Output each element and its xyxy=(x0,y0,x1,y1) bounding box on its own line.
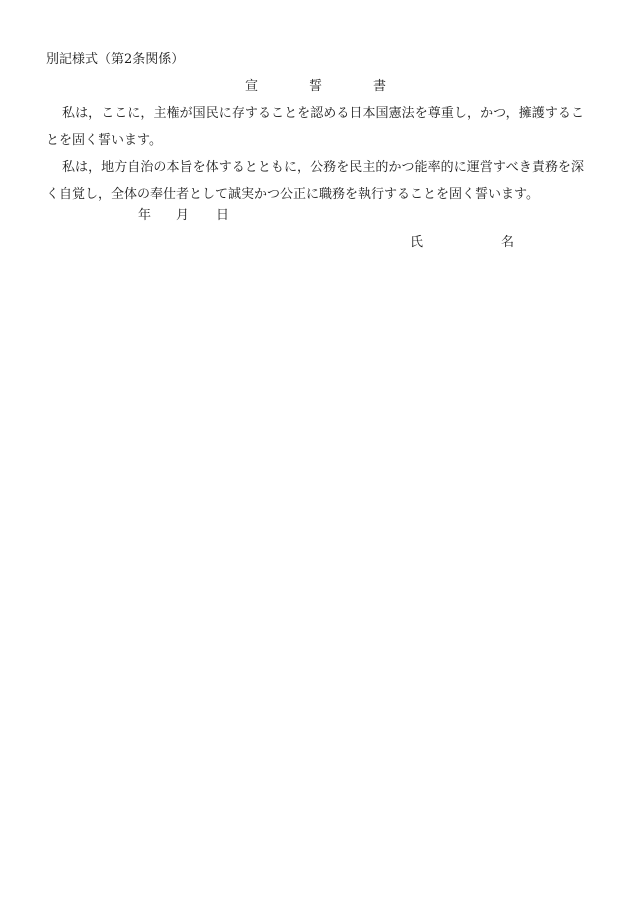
title-char-1: 宣 xyxy=(245,79,259,94)
form-label: 別記様式（第2条関係） xyxy=(46,52,185,67)
date-year-label: 年 xyxy=(138,208,152,223)
signature-line xyxy=(0,235,630,251)
date-line xyxy=(0,208,630,224)
title-char-3: 書 xyxy=(373,79,387,94)
oath-paragraph-constitution: 私は，ここに，主権が国民に存することを認める日本国憲法を尊重し，かつ，擁護することを固く誓います。 xyxy=(46,106,584,148)
oath-paragraph-duties: 私は，地方自治の本旨を体するとともに，公務を民主的かつ能率的に運営すべき責務を深く自覚し，全体の奉仕者として誠実かつ公正に職務を執行することを固く誓います。 xyxy=(46,160,584,202)
date-month-label: 月 xyxy=(176,208,190,223)
name-given-label: 名 xyxy=(501,235,515,250)
date-day-label: 日 xyxy=(216,208,230,223)
title-char-2: 誓 xyxy=(309,79,323,94)
document-title xyxy=(0,79,630,95)
name-family-label: 氏 xyxy=(410,235,424,250)
